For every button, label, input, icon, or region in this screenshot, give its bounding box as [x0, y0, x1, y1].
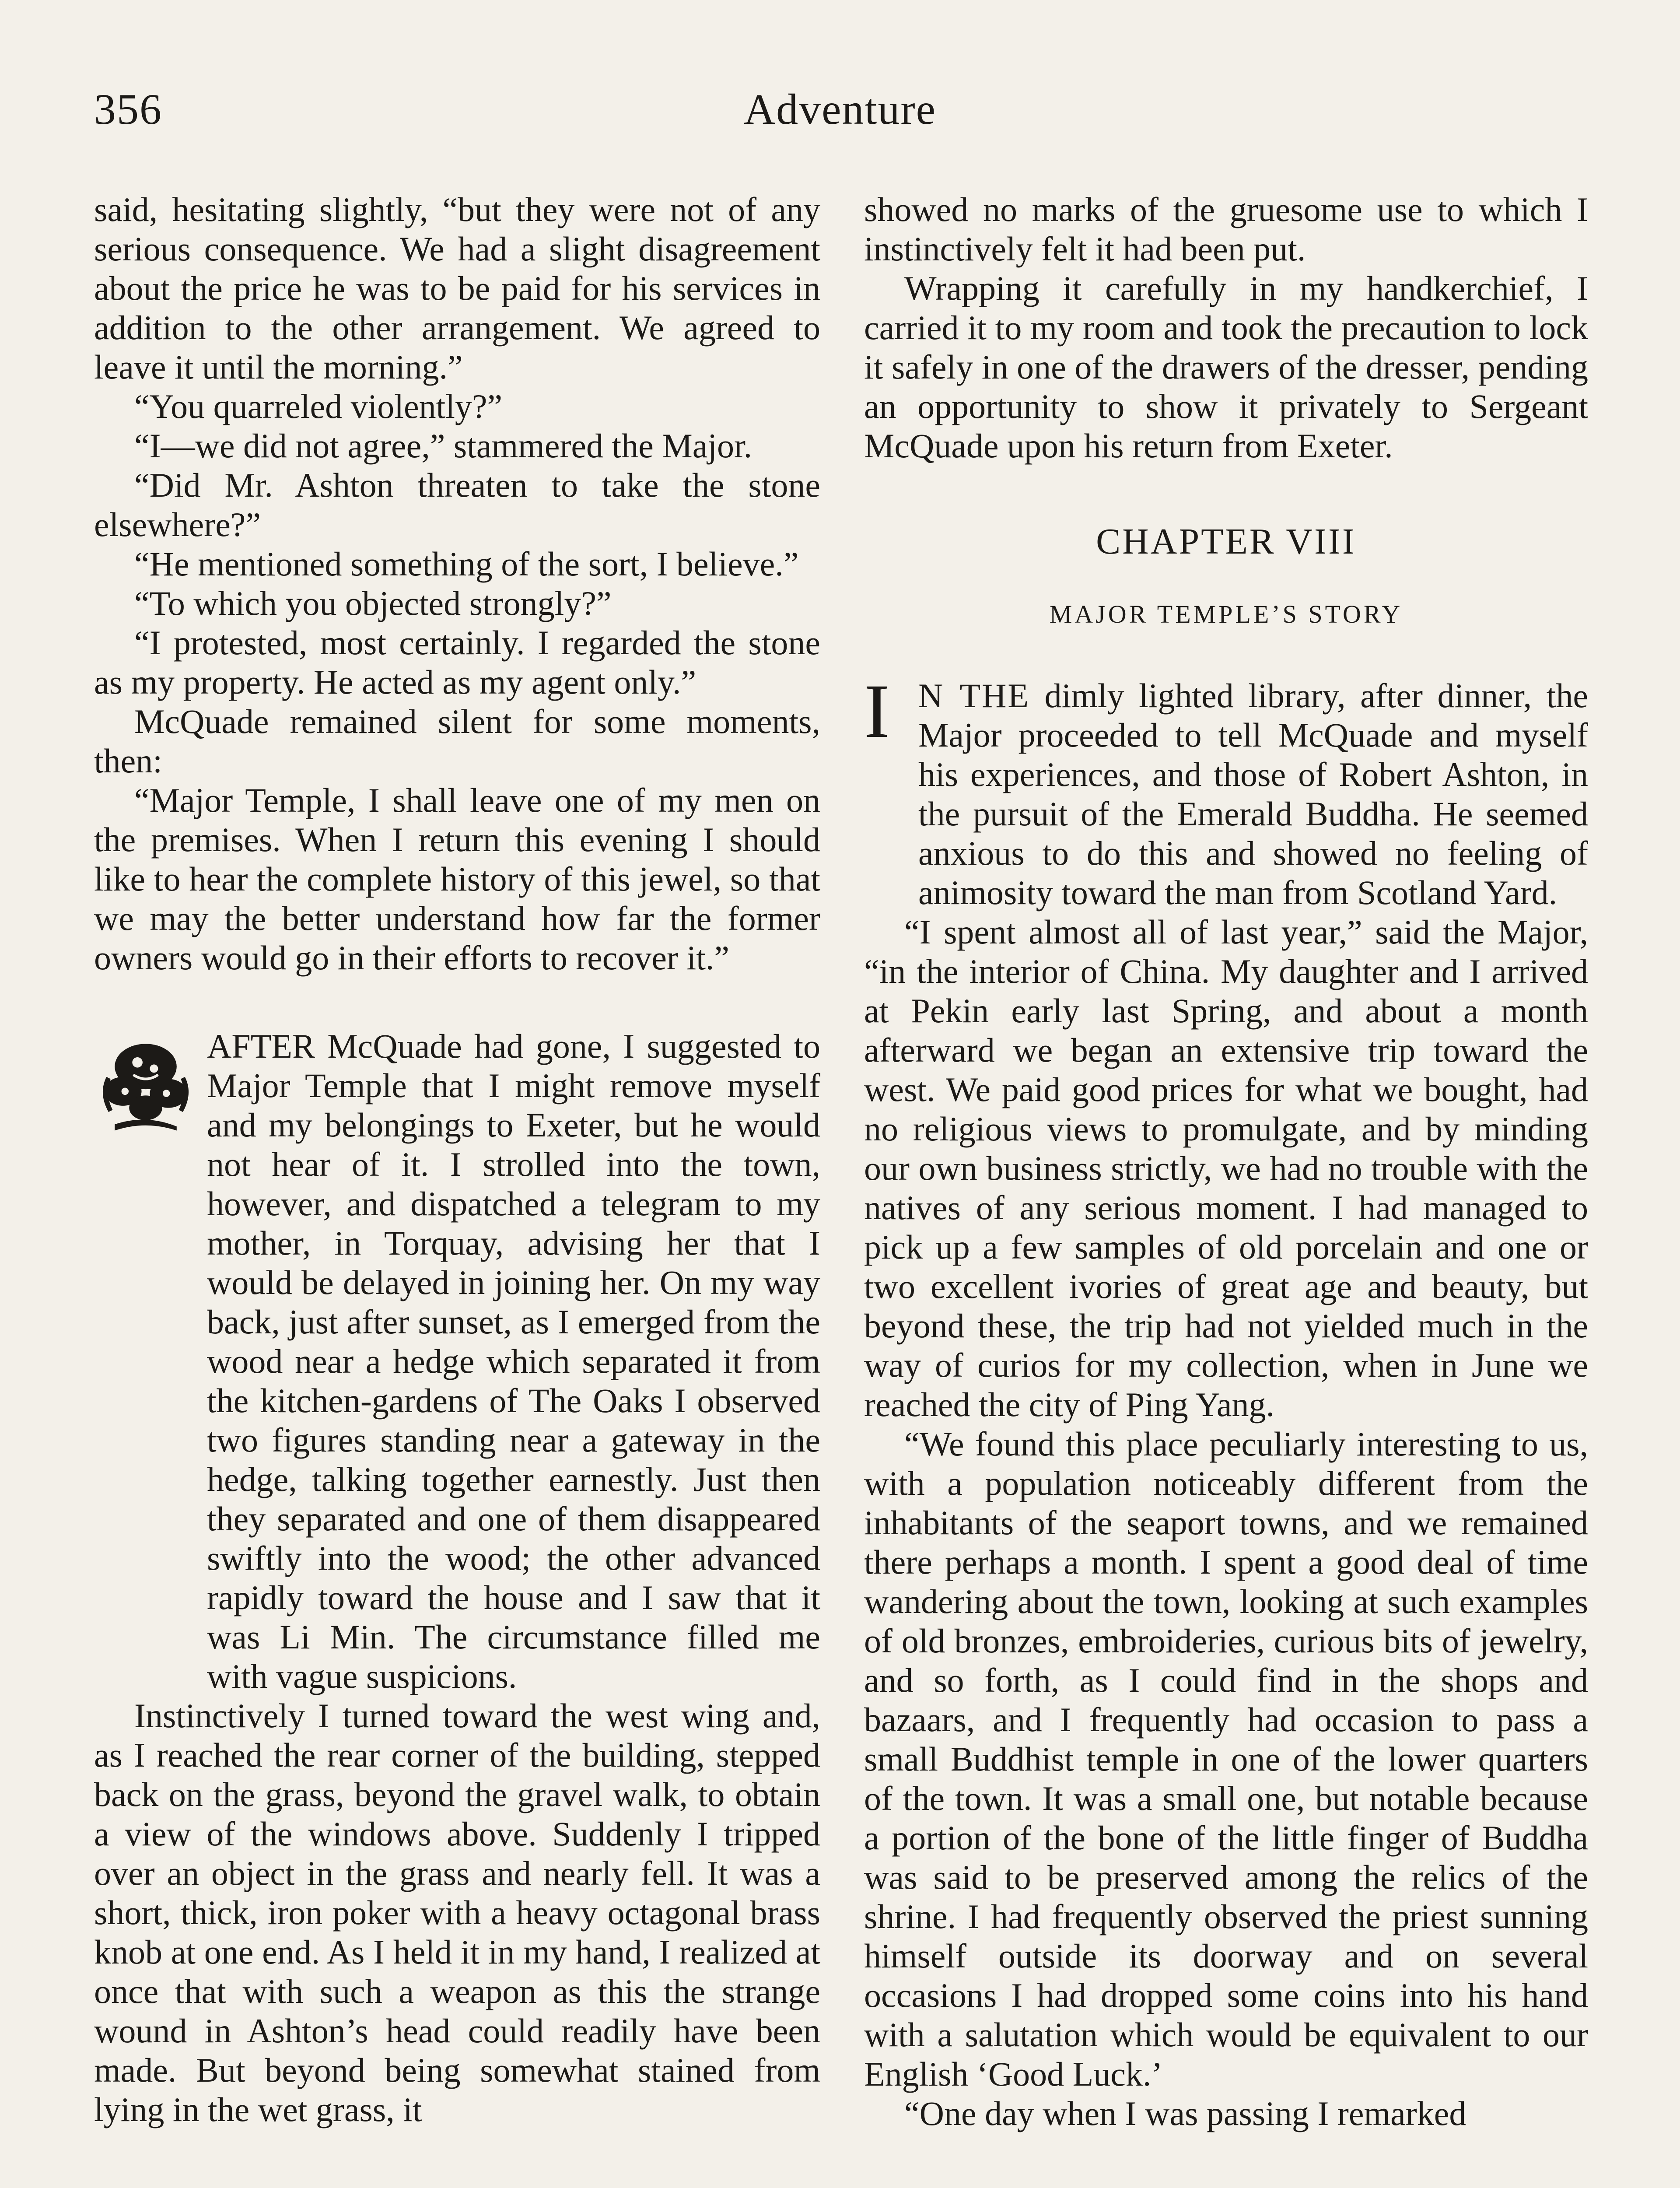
paragraph: McQuade remained silent for some moments, then: [94, 702, 820, 780]
paragraph: “I spent almost all of last year,” said the Major, “in the interior of China. My daughter and I arrived at Pekin early last Spring, and about a month afterward we began an extensive trip toward the west. We paid good prices for what we bought, had no religious views to promulgate, and by minding our own business strictly, we had no trouble with the natives of any serious moment. I had managed to pick up a few samples of old porcelain and one or two excellent ivories of great age and beauty, but beyond these, the trip had not yielded much in the way of curios for my collection, when in June we reached the city of Ping Yang. [864, 913, 1588, 1424]
paragraph: “One day when I was passing I remarked [904, 2094, 1466, 2132]
running-head: Adventure [743, 85, 937, 133]
opening-paragraph [918, 676, 1588, 912]
right-column [864, 190, 1588, 2133]
page-number: 356 [94, 85, 162, 133]
chapter-subtitle: MAJOR TEMPLE’S STORY [1049, 600, 1403, 628]
section-break [94, 1027, 820, 1696]
paragraph: Wrapping it carefully in my handkerchief, I carried it to my room and took the precaution to lock it safely in one of the drawers of the dresser, pending an opportunity to show it privately to Sergeant McQuade upon his return from Exeter. [864, 269, 1588, 465]
drop-cap: I [864, 669, 890, 754]
paragraph: “Did Mr. Ashton threaten to take the stone elsewhere?” [94, 466, 820, 543]
paragraph: said, hesitating slightly, “but they were not of any serious consequence. We had a slight disagreement about the price he was to be paid for his services in addition to the other arrangement. We agreed to leave it until the morning.” [94, 190, 820, 386]
opening-caps: N THE [918, 677, 1030, 715]
left-column [94, 190, 820, 2129]
paragraph: “He mentioned something of the sort, I believe.” [134, 545, 799, 583]
paragraph: “Major Temple, I shall leave one of my men on the premises. When I return this evening I should like to hear the complete history of this jewel, so that we may the better understand how far the former owners would go in their efforts to recover it.” [94, 781, 820, 977]
floral-ornament-icon [94, 1030, 197, 1136]
paragraph: “I protested, most certainly. I regarded the stone as my property. He acted as my agent only.” [94, 624, 820, 701]
paragraph: showed no marks of the gruesome use to which I instinctively felt it had been put. [864, 190, 1588, 268]
opening-text: dimly lighted library, after dinner, the Major proceeded to tell McQuade and myself his experiences, and those of Robert Ashton, in the pursuit of the Emerald Buddha. He seemed anxious to do this and showed no feeling of animosity toward the man from Scotland Yard. [918, 677, 1588, 912]
paragraph: “To which you objected strongly?” [134, 584, 612, 622]
section-spacer [94, 978, 820, 1027]
section-paragraph: AFTER McQuade had gone, I suggested to Major Temple that I might remove myself and my belongings to Exeter, but he would not hear of it. I strolled into the town, however, and dispatched a telegram to my mother, in Torquay, advising her that I would be delayed in joining her. On my way back, just after sunset, as I emerged from the wood near a hedge which separated it from the kitchen-gardens of The Oaks I observed two figures standing near a gateway in the hedge, talking together earnestly. Just then they separated and one of them disappeared swiftly into the wood; the other advanced rapidly toward the house and I saw that it was Li Min. The circumstance filled me with vague suspicions. [207, 1027, 820, 1695]
chapter-opening [864, 669, 1588, 912]
paragraph: “We found this place peculiarly interesting to us, with a population noticeably different from the inhabitants of the seaport towns, and we remained there perhaps a month. I spent a good deal of time wandering about the town, looking at such examples of old bronzes, embroideries, curious bits of jewelry, and so forth, as I could find in the shops and bazaars, and I frequently had occasion to pass a small Buddhist temple in one of the lower quarters of the town. It was a small one, but notable because a portion of the bone of the little finger of Buddha was said to be preserved among the relics of the shrine. I had frequently observed the priest sunning himself outside its doorway and on several occasions I had dropped some coins into his hand with a salutation which would be equivalent to our English ‘Good Luck.’ [864, 1425, 1588, 2093]
paragraph: “You quarreled violently?” [134, 387, 503, 425]
chapter-title: CHAPTER VIII [1096, 521, 1356, 562]
paragraph: “I—we did not agree,” stammered the Major. [134, 427, 752, 465]
paragraph: Instinctively I turned toward the west wing and, as I reached the rear corner of the building, stepped back on the grass, beyond the gravel walk, to obtain a view of the windows above. Suddenly I tripped over an object in the grass and nearly fell. It was a short, thick, iron poker with a heavy octagonal brass knob at one end. As I held it in my hand, I realized at once that with such a weapon as this the strange wound in Ashton’s head could readily have been made. But beyond being somewhat stained from lying in the wet grass, it [94, 1697, 820, 2128]
